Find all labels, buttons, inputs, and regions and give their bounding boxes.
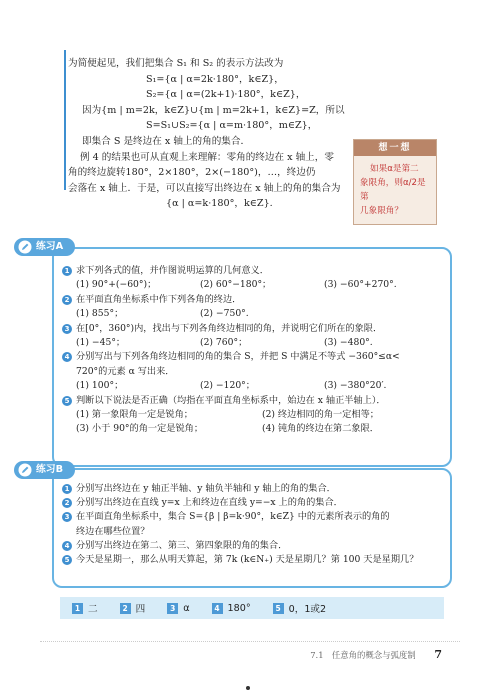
subpart: (3) −380°20′. xyxy=(324,380,387,392)
answer-item xyxy=(273,601,327,615)
exercise-b-tag xyxy=(14,461,75,479)
page-dot xyxy=(246,686,250,690)
subpart: (3) −480°. xyxy=(324,337,373,349)
subpart: (1) 90°+(−60°)； xyxy=(76,279,157,291)
exercise-b-list xyxy=(62,482,448,567)
answer-value: 四 xyxy=(135,604,146,615)
question-continuation xyxy=(62,365,448,379)
subpart: (3) −60°+270°. xyxy=(324,279,397,291)
question-text: 今天是星期一，那么从明天算起，第 7k (k∈N₊) 天是星期几？第 100 天是星期几？ xyxy=(76,554,419,566)
exercise-b-label: 练习B xyxy=(36,464,64,475)
question-subparts xyxy=(62,408,448,422)
question-item xyxy=(62,322,448,336)
question-number: 5 xyxy=(62,396,72,406)
think-line: 几象限角？ xyxy=(360,206,403,216)
question-subparts xyxy=(62,336,448,350)
question-subparts xyxy=(62,422,448,436)
exercise-a-label: 练习A xyxy=(36,241,64,252)
think-title: 想一想 xyxy=(354,140,436,156)
page-number: 7 xyxy=(434,648,442,661)
intro-line: 因为{m | m=2k，k∈Z}∪{m | m=2k+1，k∈Z}=Z，所以 xyxy=(82,104,345,116)
question-subparts xyxy=(62,307,448,321)
answer-item xyxy=(72,601,98,615)
subpart: (2) −750°. xyxy=(200,308,249,320)
question-subparts xyxy=(62,278,448,292)
answer-value: α xyxy=(183,602,190,614)
question-text: 在[0°，360°)内，找出与下列各角终边相同的角，并说明它们所在的象限． xyxy=(76,322,383,334)
question-item xyxy=(62,482,448,496)
question-item xyxy=(62,510,448,524)
subpart: (2) −120°； xyxy=(200,380,255,392)
subpart: (4) 钝角的终边在第二象限． xyxy=(262,423,379,435)
intro-line: S₂={α | α=(2k+1)·180°，k∈Z}， xyxy=(146,89,306,101)
subpart: (3) 小于 90°的角一定是锐角； xyxy=(76,423,204,435)
question-text: 分别写出与下列各角终边相同的角的集合 S，并把 S 中满足不等式 −360°≤α< xyxy=(76,351,400,363)
answer-number: 3 xyxy=(167,603,178,614)
intro-line: 角的终边旋转180°，2×180°，2×(−180°)，…，终边仍 xyxy=(68,167,316,179)
answer-item xyxy=(212,603,251,614)
question-text: 求下列各式的值，并作图说明运算的几何意义． xyxy=(76,265,269,276)
answer-value: 180° xyxy=(227,602,251,614)
subpart: (1) −45°； xyxy=(76,337,126,349)
intro-line: 会落在 x 轴上．于是，可以直接写出终边在 x 轴上的角的集合为 xyxy=(68,182,341,194)
footer-divider xyxy=(40,641,460,642)
think-line: 如果α是第二 xyxy=(370,164,419,174)
question-number: 2 xyxy=(62,498,72,508)
question-item xyxy=(62,293,448,307)
intro-line: S₁={α | α=2k·180°，k∈Z}， xyxy=(146,73,284,85)
answer-number: 5 xyxy=(273,603,284,614)
question-text: 判断以下说法是否正确（均指在平面直角坐标系中，始边在 x 轴正半轴上）． xyxy=(76,394,386,406)
question-item xyxy=(62,496,448,510)
think-box xyxy=(353,139,437,225)
answer-item xyxy=(167,603,189,614)
question-item xyxy=(62,350,448,364)
question-text: 分别写出终边在第二、第三、第四象限的角的集合． xyxy=(76,539,288,551)
question-number: 5 xyxy=(62,555,72,565)
question-number: 2 xyxy=(62,295,72,305)
question-text: 分别写出终边在直线 y=x 上和终边在直线 y=−x 上的角的集合． xyxy=(76,497,343,509)
margin-marker xyxy=(64,50,66,190)
question-number: 3 xyxy=(62,512,72,522)
subpart: (2) 760°； xyxy=(200,337,248,349)
question-number: 4 xyxy=(62,541,72,551)
question-item xyxy=(62,553,448,567)
answer-number: 4 xyxy=(212,603,223,614)
question-text: 终边在哪些位置？ xyxy=(76,525,150,537)
think-line: 象限角，则α/2是第 xyxy=(360,178,426,202)
subpart: (1) 100°； xyxy=(76,380,124,392)
answer-value: 二 xyxy=(88,604,98,615)
answer-number: 1 xyxy=(72,603,83,614)
question-text: 720°的元素 α 写出来． xyxy=(76,365,175,377)
question-item xyxy=(62,264,448,278)
intro-line: {α | α=k·180°，k∈Z}. xyxy=(166,198,273,210)
question-text: 在平面直角坐标系中，集合 S={β | β=k·90°，k∈Z} 中的元素所表示的角的 xyxy=(76,511,390,523)
subpart: (2) 60°−180°； xyxy=(200,279,272,291)
question-text: 分别写出终边在 y 轴正半轴、y 轴负半轴和 y 轴上的角的集合． xyxy=(76,483,336,494)
intro-text xyxy=(68,56,358,212)
section-title: 7.1 任意角的概念与弧度制 xyxy=(310,650,416,660)
intro-line: 即集合 S 是终边在 x 轴上的角的集合． xyxy=(82,135,251,147)
exercise-a-list xyxy=(62,264,448,437)
answer-number: 2 xyxy=(120,603,131,614)
intro-line: 例 4 的结果也可从直观上来理解：零角的终边在 x 轴上，零 xyxy=(80,151,334,163)
pencil-icon xyxy=(18,463,32,477)
subpart: (1) 第一象限角一定是锐角； xyxy=(76,409,193,421)
question-subparts xyxy=(62,379,448,393)
answers-bar xyxy=(60,597,444,619)
question-number: 1 xyxy=(62,484,72,494)
pencil-icon xyxy=(18,240,32,254)
question-number: 1 xyxy=(62,266,72,276)
page-footer xyxy=(310,648,442,661)
question-number: 4 xyxy=(62,352,72,362)
answer-item xyxy=(120,601,146,615)
question-item xyxy=(62,394,448,408)
think-body xyxy=(354,156,436,224)
question-item xyxy=(62,539,448,553)
exercise-a-tag xyxy=(14,238,75,256)
question-continuation xyxy=(62,525,448,539)
intro-line: 为简便起见，我们把集合 S₁ 和 S₂ 的表示方法改为 xyxy=(68,58,284,69)
intro-line: S=S₁∪S₂={α | α=m·180°，m∈Z}， xyxy=(146,120,318,132)
subpart: (1) 855°； xyxy=(76,308,124,320)
question-text: 在平面直角坐标系中作下列各角的终边． xyxy=(76,293,242,305)
question-number: 3 xyxy=(62,324,72,334)
subpart: (2) 终边相同的角一定相等； xyxy=(262,409,379,421)
answer-value: 0，1或2 xyxy=(288,604,327,615)
